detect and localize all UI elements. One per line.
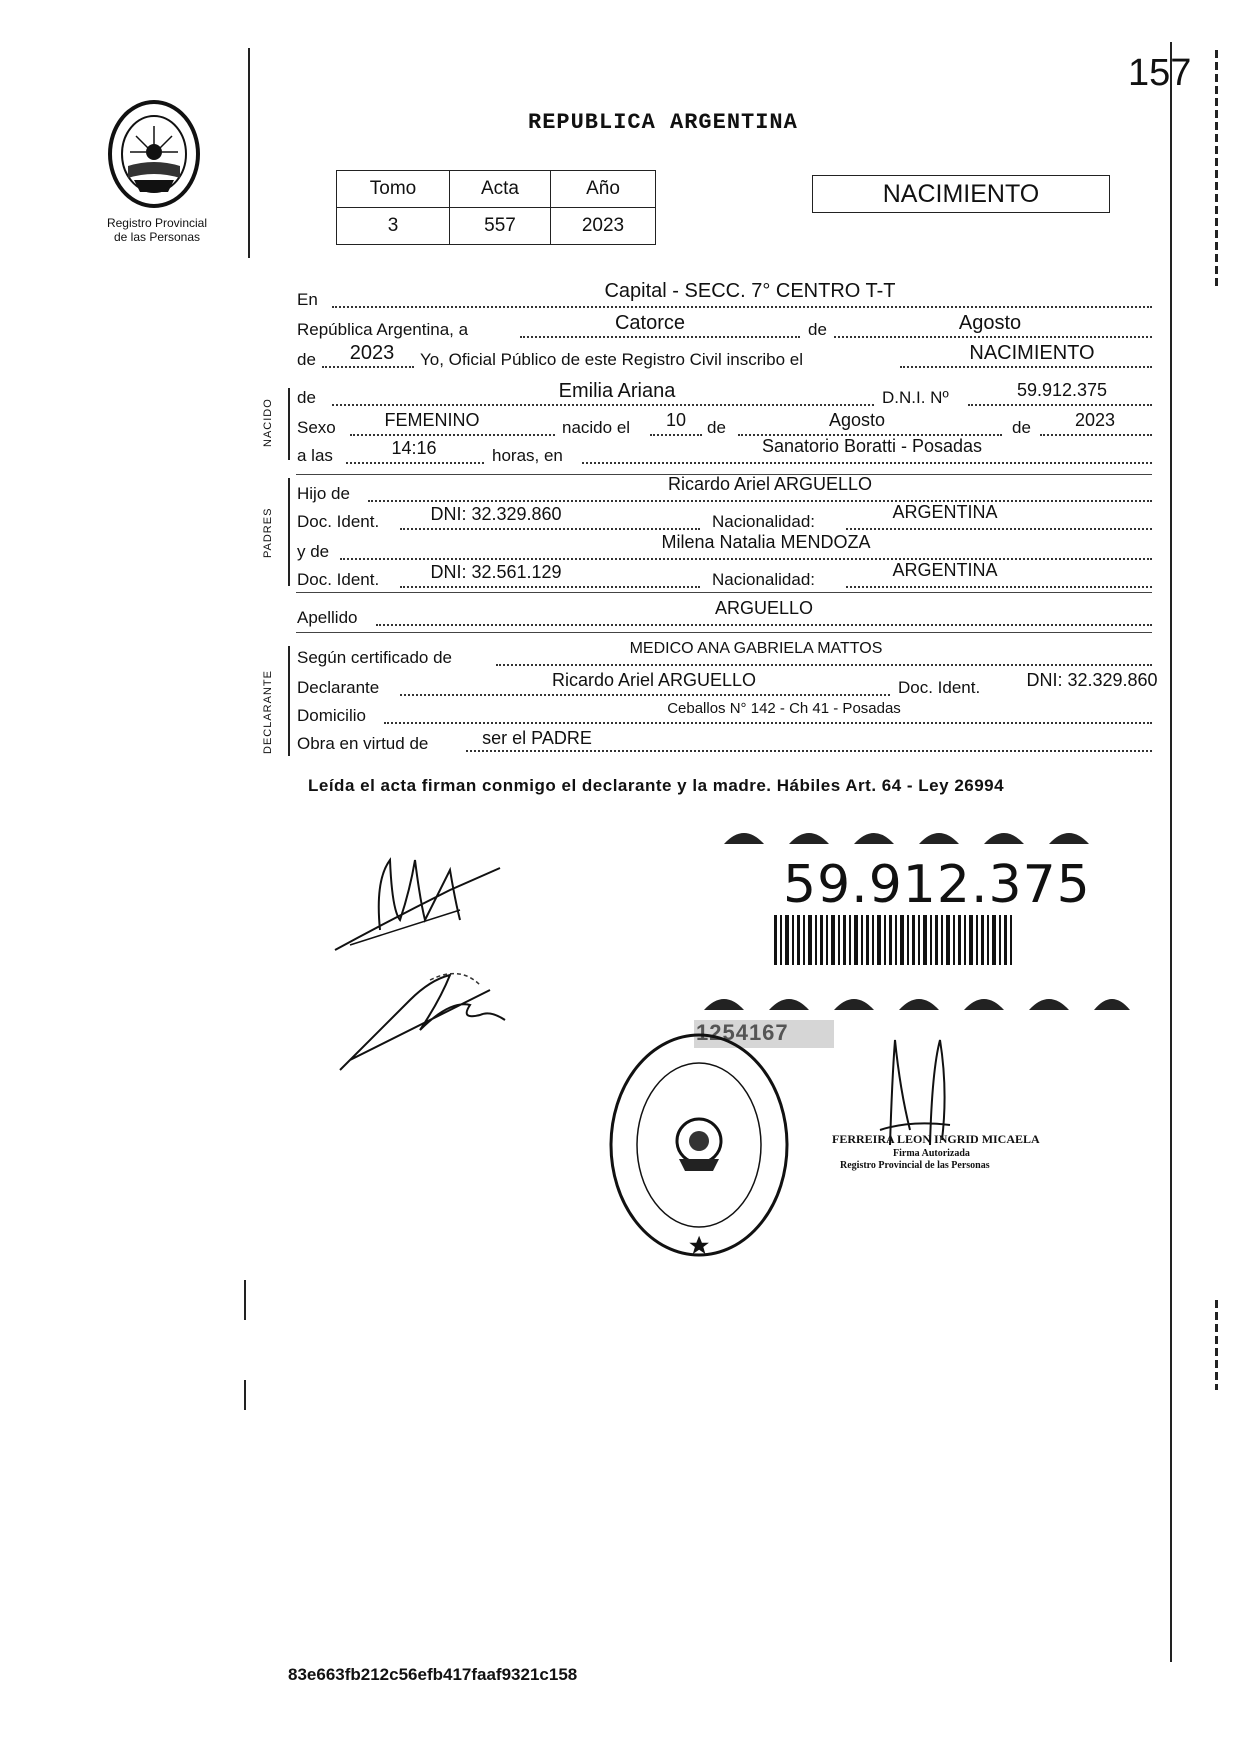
label-horas-en: horas, en — [492, 446, 563, 465]
value-lugar: Capital - SECC. 7° CENTRO T-T — [604, 280, 896, 302]
label-de-anio-nac: de — [1012, 418, 1031, 437]
left-rule-top — [248, 48, 250, 258]
sticker-serial: 1254167 — [696, 1020, 789, 1045]
closing-statement: Leída el acta firman conmigo el declarante y la madre. Hábiles Art. 64 - Ley 26994 — [308, 776, 1005, 795]
dots — [400, 586, 700, 588]
value-dia-letras: Catorce — [614, 312, 686, 334]
dots — [582, 462, 1152, 464]
label-obra-en-virtud: Obra en virtud de — [297, 734, 429, 753]
dots — [520, 336, 800, 338]
label-declarante: Declarante — [297, 678, 380, 697]
logo-caption-line2: de las Personas — [113, 230, 201, 244]
value-certificado: MEDICO ANA GABRIELA MATTOS — [629, 640, 883, 657]
value-tomo: 3 — [337, 208, 450, 245]
dots — [368, 500, 1152, 502]
divider — [296, 592, 1152, 593]
header-anio: Año — [551, 171, 656, 208]
dots — [350, 434, 555, 436]
label-doc-ident-declarante: Doc. Ident. — [898, 678, 981, 697]
official-title: Firma Autorizada — [893, 1148, 970, 1159]
section-bar-nacido — [288, 388, 290, 460]
side-label-nacido: NACIDO — [262, 398, 274, 447]
document-hash: 83e663fb212c56efb417faaf9321c158 — [288, 1665, 578, 1684]
label-de: de — [808, 320, 827, 339]
label-dni-no: D.N.I. Nº — [882, 388, 949, 407]
dots — [834, 336, 1152, 338]
value-nacido-dia: 10 — [665, 410, 687, 430]
dots — [376, 624, 1152, 626]
province-seal-icon — [104, 96, 204, 212]
dots — [1040, 434, 1152, 436]
logo-caption — [82, 216, 232, 244]
right-rule — [1170, 42, 1172, 1662]
label-domicilio: Domicilio — [297, 706, 366, 725]
mother-signature — [330, 960, 530, 1085]
value-padre-doc: DNI: 32.329.860 — [430, 504, 562, 524]
dots — [332, 306, 1152, 308]
label-republica-a: República Argentina, a — [297, 320, 469, 339]
header-tomo: Tomo — [337, 171, 450, 208]
value-nacido-anio: 2023 — [1074, 410, 1116, 430]
section-bar-declarante — [288, 646, 290, 756]
dots — [346, 462, 484, 464]
label-doc-ident-padre: Doc. Ident. — [297, 512, 380, 531]
value-inscribe: NACIMIENTO — [969, 342, 1095, 364]
official-office: Registro Provincial de las Personas — [840, 1160, 990, 1171]
dots — [846, 528, 1152, 530]
barcode-icon — [774, 915, 1012, 965]
side-label-declarante: DECLARANTE — [262, 670, 274, 754]
signature-scribble-icon — [330, 960, 530, 1080]
value-apellido: ARGUELLO — [714, 598, 814, 618]
label-doc-ident-madre: Doc. Ident. — [297, 570, 380, 589]
dots — [322, 366, 414, 368]
signature-scribble-icon — [330, 850, 510, 960]
dots — [496, 664, 1152, 666]
label-en: En — [297, 290, 318, 309]
label-y-de: y de — [297, 542, 330, 561]
value-dni: 59.912.375 — [1016, 380, 1108, 400]
label-segun-certificado: Según certificado de — [297, 648, 452, 667]
value-nombre: Emilia Ariana — [558, 380, 676, 402]
label-hijo-de: Hijo de — [297, 484, 350, 503]
dots — [900, 366, 1152, 368]
value-padre-nacionalidad: ARGENTINA — [892, 502, 998, 522]
reference-table-value-row — [337, 208, 656, 245]
divider — [296, 632, 1152, 633]
dots — [400, 528, 700, 530]
official-stamp — [606, 1030, 792, 1265]
label-nacionalidad-padre: Nacionalidad: — [712, 512, 816, 531]
value-anio-registro: 2023 — [349, 342, 395, 364]
value-acta: 557 — [450, 208, 551, 245]
value-madre: Milena Natalia MENDOZA — [661, 532, 871, 552]
label-de-mes: de — [707, 418, 726, 437]
province-logo — [104, 96, 204, 217]
registry-stamp-icon — [606, 1030, 792, 1260]
label-nacido-el: nacido el — [562, 418, 631, 437]
value-padre: Ricardo Ariel ARGUELLO — [667, 474, 873, 494]
label-sexo: Sexo — [297, 418, 336, 437]
left-edge-mark-2 — [244, 1380, 246, 1410]
label-nacionalidad-madre: Nacionalidad: — [712, 570, 816, 589]
value-domicilio: Ceballos N° 142 - Ch 41 - Posadas — [667, 700, 901, 717]
reference-table-header-row — [337, 171, 656, 208]
value-nacido-mes: Agosto — [828, 410, 886, 430]
record-type-box: NACIMIENTO — [812, 175, 1110, 213]
logo-caption-line1: Registro Provincial — [106, 216, 208, 230]
label-de-nombre: de — [297, 388, 316, 407]
value-mes: Agosto — [958, 312, 1022, 334]
dots — [384, 722, 1152, 724]
dots — [968, 404, 1152, 406]
value-sexo: FEMENINO — [384, 410, 480, 430]
section-bar-padres — [288, 478, 290, 586]
right-edge-marks-lower — [1215, 1300, 1218, 1390]
right-edge-marks — [1215, 50, 1218, 290]
dots — [332, 404, 874, 406]
dots — [846, 586, 1152, 588]
header-acta: Acta — [450, 171, 551, 208]
label-de-anio: de — [297, 350, 316, 369]
label-yo-oficial: Yo, Oficial Público de este Registro Civil inscribo el — [420, 350, 803, 369]
sticker-dni-number: 59.912.375 — [783, 855, 1091, 915]
declarant-signature — [330, 850, 510, 965]
value-madre-nacionalidad: ARGENTINA — [892, 560, 998, 580]
value-madre-doc: DNI: 32.561.129 — [430, 562, 562, 582]
value-declarante: Ricardo Ariel ARGUELLO — [551, 670, 757, 690]
country-heading: REPUBLICA ARGENTINA — [528, 110, 798, 135]
value-lugar-nacimiento: Sanatorio Boratti - Posadas — [761, 436, 983, 456]
value-obra-en-virtud: ser el PADRE — [482, 728, 592, 748]
reference-table — [336, 170, 656, 245]
dots — [650, 434, 702, 436]
dots — [466, 750, 1152, 752]
label-a-las: a las — [297, 446, 333, 465]
value-hora: 14:16 — [391, 438, 437, 458]
dots — [340, 558, 1152, 560]
side-label-padres: PADRES — [262, 507, 274, 558]
official-name: FERREIRA LEON INGRID MICAELA — [832, 1132, 1040, 1146]
value-declarante-doc: DNI: 32.329.860 — [1026, 670, 1158, 690]
value-anio: 2023 — [551, 208, 656, 245]
page-number: 157 — [1128, 52, 1192, 94]
left-edge-mark — [244, 1280, 246, 1320]
label-apellido: Apellido — [297, 608, 358, 627]
dots — [400, 694, 890, 696]
